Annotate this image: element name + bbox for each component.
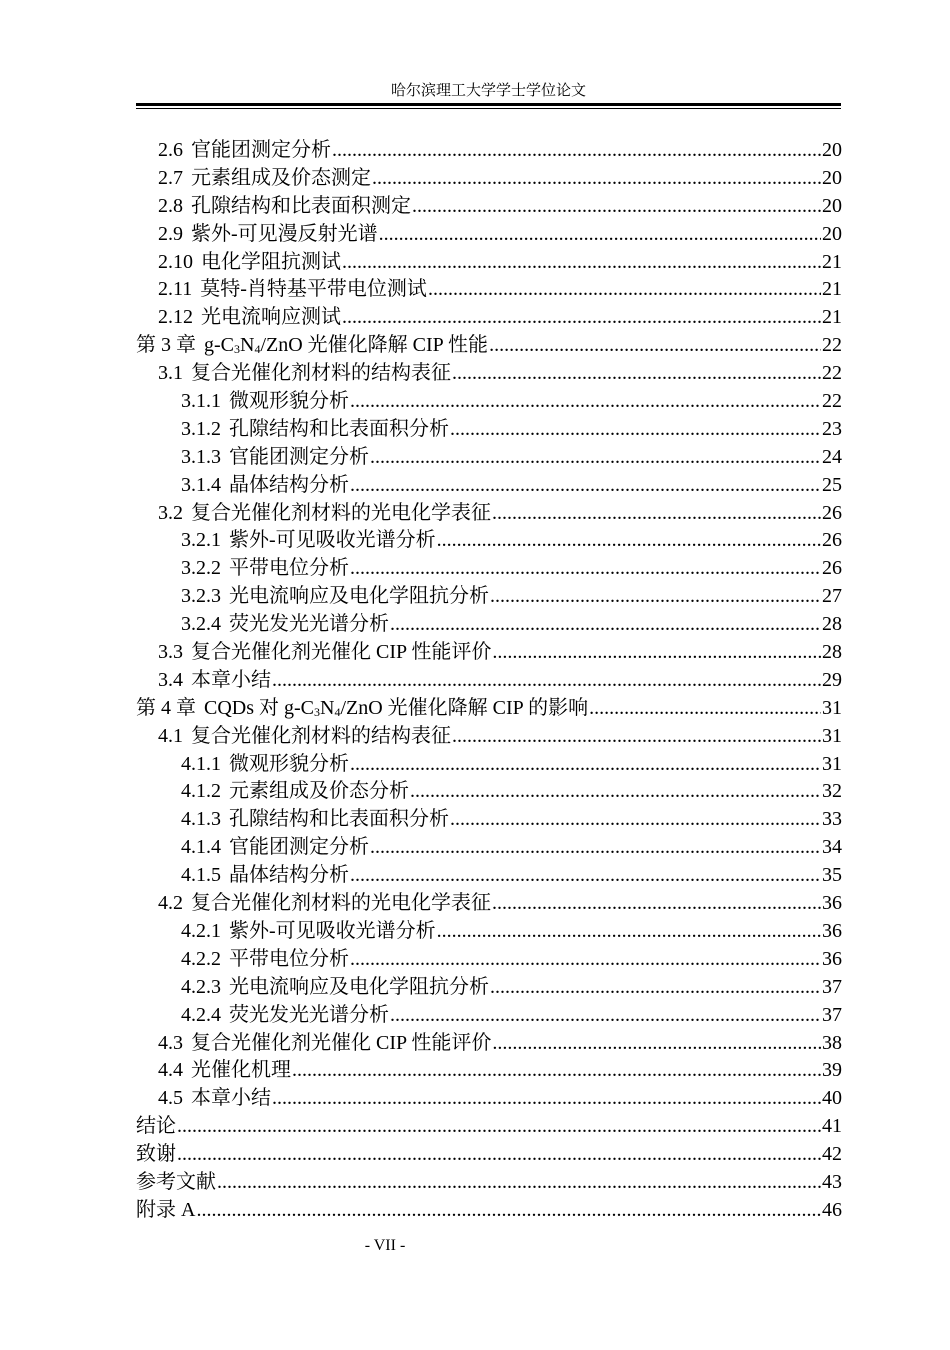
toc-entry-page: 36 — [822, 892, 842, 915]
toc-entry[interactable] — [136, 137, 842, 165]
toc-entry-title — [136, 1197, 195, 1225]
toc-leader-dots — [177, 1113, 821, 1141]
toc-entry-text: 官能团测定分析 — [229, 445, 369, 468]
toc-entry-number: 3.4 — [158, 668, 183, 691]
toc-entry-text: 电化学阻抗测试 — [201, 250, 341, 273]
toc-entry[interactable] — [136, 276, 842, 304]
toc-entry-title — [158, 1085, 271, 1113]
toc-entry-text: 本章小结 — [191, 668, 271, 691]
toc-entry-page: 31 — [822, 724, 842, 747]
toc-entry-text: 平带电位分析 — [229, 947, 349, 970]
toc-entry-title — [136, 1113, 176, 1141]
toc-entry-title — [181, 751, 349, 779]
toc-entry[interactable] — [136, 890, 842, 918]
toc-entry[interactable] — [136, 1113, 842, 1141]
toc-entry-text: 本章小结 — [191, 1087, 271, 1110]
toc-entry-number: 3.1.3 — [181, 445, 221, 468]
toc-leader-dots — [379, 221, 821, 249]
toc-entry-page: 37 — [822, 975, 842, 998]
toc-leader-dots — [437, 918, 821, 946]
toc-entry-page: 37 — [822, 1003, 842, 1026]
toc-entry-title — [158, 165, 371, 193]
toc-entry-page: 21 — [822, 278, 842, 301]
running-header: 哈尔滨理工大学学士学位论文 — [390, 83, 586, 99]
toc-leader-dots — [589, 695, 821, 723]
toc-leader-dots — [492, 890, 821, 918]
toc-leader-dots — [370, 834, 821, 862]
toc-leader-dots — [490, 583, 821, 611]
toc-entry-title — [158, 723, 451, 751]
toc-leader-dots — [177, 1141, 821, 1169]
toc-entry-title — [181, 527, 436, 555]
toc-entry-page: 41 — [822, 1115, 842, 1138]
toc-entry-number: 4.1.4 — [181, 836, 221, 859]
toc-entry-number: 3.2.2 — [181, 557, 221, 580]
toc-leader-dots — [350, 862, 821, 890]
toc-entry[interactable] — [136, 527, 842, 555]
toc-entry-number: 3.2.1 — [181, 529, 221, 552]
toc-leader-dots — [292, 1057, 821, 1085]
toc-leader-dots — [490, 974, 821, 1002]
toc-entry[interactable] — [136, 388, 842, 416]
toc-entry[interactable] — [136, 751, 842, 779]
toc-leader-dots — [428, 276, 821, 304]
toc-entry-title — [181, 583, 489, 611]
toc-entry[interactable] — [136, 1030, 842, 1058]
toc-entry-page: 26 — [822, 529, 842, 552]
toc-entry-page: 22 — [822, 362, 842, 385]
toc-entry-page: 21 — [822, 306, 842, 329]
toc-leader-dots — [332, 137, 821, 165]
toc-entry-number: 3.2.4 — [181, 613, 221, 636]
toc-leader-dots — [452, 360, 821, 388]
toc-leader-dots — [412, 193, 821, 221]
toc-leader-dots — [342, 249, 821, 277]
toc-leader-dots — [410, 778, 821, 806]
toc-entry-number: 4.1.5 — [181, 864, 221, 887]
toc-entry-number: 3.2 — [158, 501, 183, 524]
toc-entry-text: 官能团测定分析 — [191, 139, 331, 161]
toc-entry-text: 复合光催化剂光催化 CIP 性能评价 — [191, 641, 492, 664]
toc-entry-page: 29 — [822, 668, 842, 691]
toc-entry[interactable] — [136, 834, 842, 862]
toc-entry-text: 复合光催化剂光催化 CIP 性能评价 — [191, 1031, 492, 1054]
toc-entry-page: 38 — [822, 1031, 842, 1054]
toc-entry-title — [181, 834, 369, 862]
toc-entry-title — [181, 472, 349, 500]
header-rule-thin — [136, 108, 841, 109]
toc-leader-dots — [372, 165, 821, 193]
toc-entry-title — [158, 360, 451, 388]
toc-entry-text: 复合光催化剂材料的结构表征 — [191, 362, 451, 385]
toc-entry-text: 附录 A — [136, 1198, 196, 1221]
toc-entry-title — [181, 946, 349, 974]
toc-entry-number: 3.1.4 — [181, 473, 221, 496]
toc-entry-title — [181, 611, 389, 639]
toc-entry-text-post: /ZnO 光催化降解 CIP 的影响 — [340, 696, 589, 719]
toc-entry-page: 35 — [822, 864, 842, 887]
toc-entry-title — [158, 667, 271, 695]
toc-entry-number: 3.1.1 — [181, 390, 221, 413]
toc-entry-number: 2.8 — [158, 194, 183, 217]
toc-leader-dots — [450, 416, 821, 444]
toc-entry-text: 平带电位分析 — [229, 557, 349, 580]
toc-leader-dots — [350, 751, 821, 779]
toc-leader-dots — [492, 639, 821, 667]
toc-entry-page: 36 — [822, 947, 842, 970]
toc-entry-text: 光电流响应测试 — [201, 306, 341, 329]
toc-entry-title — [158, 276, 427, 304]
toc-entry-title — [136, 1141, 176, 1169]
toc-entry-page: 34 — [822, 836, 842, 859]
toc-entry-text: 元素组成及价态分析 — [229, 780, 409, 803]
toc-entry-number: 4.1.1 — [181, 752, 221, 775]
toc-entry[interactable] — [136, 500, 842, 528]
toc-entry[interactable] — [136, 304, 842, 332]
toc-entry[interactable] — [136, 1085, 842, 1113]
toc-entry-title — [136, 695, 588, 723]
toc-entry-title — [136, 332, 488, 360]
toc-entry-text: 紫外-可见吸收光谱分析 — [229, 919, 436, 942]
toc-entry-number: 4.1 — [158, 724, 183, 747]
toc-entry-number: 4.1.3 — [181, 808, 221, 831]
toc-entry-text: 紫外-可见漫反射光谱 — [191, 222, 378, 245]
toc-entry-page: 28 — [822, 613, 842, 636]
toc-entry-text: 孔隙结构和比表面积分析 — [229, 417, 449, 440]
toc-entry-page: 43 — [822, 1170, 842, 1193]
toc-entry-title — [158, 193, 411, 221]
toc-entry-text: 荧光发光光谱分析 — [229, 1003, 389, 1026]
toc-entry-page: 27 — [822, 585, 842, 608]
toc-entry-title — [181, 862, 349, 890]
toc-leader-dots — [272, 667, 821, 695]
toc-entry[interactable] — [136, 360, 842, 388]
toc-entry-text: 官能团测定分析 — [229, 836, 369, 859]
toc-entry-page: 24 — [822, 445, 842, 468]
page-number: - VII - — [364, 1237, 406, 1254]
toc-leader-dots — [489, 332, 821, 360]
toc-entry-page: 22 — [822, 334, 842, 357]
toc-entry[interactable] — [136, 1057, 842, 1085]
toc-entry-number: 4.2 — [158, 892, 183, 915]
toc-entry-number: 2.6 — [158, 139, 183, 161]
toc-entry-page: 22 — [822, 390, 842, 413]
toc-entry-title — [181, 974, 489, 1002]
toc-leader-dots — [350, 946, 821, 974]
toc-leader-dots — [492, 500, 821, 528]
toc-entry[interactable] — [136, 332, 842, 360]
toc-entry[interactable] — [136, 221, 842, 249]
toc-entry-number: 2.11 — [158, 278, 193, 301]
toc-entry-text: 微观形貌分析 — [229, 390, 349, 413]
toc-entry-text-pre: CQDs 对 g-C — [204, 696, 315, 719]
toc-entry-page: 36 — [822, 919, 842, 942]
toc-entry-text: 复合光催化剂材料的光电化学表征 — [191, 892, 491, 915]
toc-entry-title — [181, 416, 449, 444]
toc-entry[interactable] — [136, 555, 842, 583]
toc-entry-title — [181, 778, 409, 806]
toc-entry-number: 2.12 — [158, 306, 193, 329]
toc-entry[interactable] — [136, 444, 842, 472]
toc-entry-page: 33 — [822, 808, 842, 831]
toc-entry-title — [181, 388, 349, 416]
toc-entry-number: 3.2.3 — [181, 585, 221, 608]
toc-entry-text: 莫特-肖特基平带电位测试 — [200, 278, 427, 301]
toc-entry-page: 20 — [822, 194, 842, 217]
toc-entry[interactable] — [136, 667, 842, 695]
toc-leader-dots — [272, 1085, 821, 1113]
toc-entry-text-s1: 3 — [234, 342, 240, 357]
toc-entry-title — [158, 249, 341, 277]
toc-entry-text: 光电流响应及电化学阻抗分析 — [229, 585, 489, 608]
toc-entry[interactable] — [136, 806, 842, 834]
toc-entry-page: 31 — [822, 752, 842, 775]
toc-entry-page: 31 — [822, 696, 842, 719]
toc-entry-text-pre: g-C — [204, 334, 234, 357]
toc-entry[interactable] — [136, 1197, 842, 1225]
toc-leader-dots — [452, 723, 821, 751]
toc-entry-text-mid: N — [320, 696, 335, 719]
toc-entry-number: 4.2.4 — [181, 1003, 221, 1026]
toc-entry-number: 2.7 — [158, 166, 183, 189]
toc-entry-page: 42 — [822, 1143, 842, 1166]
toc-entry-title — [181, 1002, 389, 1030]
toc-entry-page: 40 — [822, 1087, 842, 1110]
toc-entry[interactable] — [136, 695, 842, 723]
toc-entry-title — [181, 918, 436, 946]
toc-entry-text: 结论 — [136, 1115, 176, 1138]
toc-leader-dots — [350, 388, 821, 416]
toc-entry-text: 荧光发光光谱分析 — [229, 613, 389, 636]
toc-entry-number: 4.3 — [158, 1031, 183, 1054]
toc-entry-title — [158, 137, 331, 165]
toc-entry-title — [158, 500, 491, 528]
toc-entry-page: 21 — [822, 250, 842, 273]
toc-entry-text: 元素组成及价态测定 — [191, 166, 371, 189]
toc-entry-text: 参考文献 — [136, 1170, 216, 1193]
toc-leader-dots — [350, 472, 821, 500]
toc-entry-number: 4.1.2 — [181, 780, 221, 803]
toc-entry[interactable] — [136, 723, 842, 751]
toc-leader-dots — [437, 527, 821, 555]
toc-entry[interactable] — [136, 1169, 842, 1197]
toc-leader-dots — [217, 1169, 821, 1197]
toc-entry-text: 光催化机理 — [191, 1059, 291, 1082]
toc-entry-page: 20 — [822, 139, 842, 161]
toc-entry-text: 晶体结构分析 — [229, 473, 349, 496]
toc-entry[interactable] — [136, 639, 842, 667]
toc-entry[interactable] — [136, 583, 842, 611]
toc-entry-text-s1: 3 — [314, 704, 321, 719]
toc-entry-title — [158, 639, 491, 667]
toc-entry-text: 致谢 — [136, 1143, 176, 1166]
toc-entry-number: 3.1 — [158, 362, 183, 385]
toc-entry-number: 2.9 — [158, 222, 183, 245]
toc-entry[interactable] — [136, 611, 842, 639]
toc-entry-title — [181, 806, 449, 834]
toc-entry-title — [158, 890, 491, 918]
toc-entry-text-mid: N — [240, 334, 255, 357]
toc-entry-number: 2.10 — [158, 250, 193, 273]
toc-entry-text: 复合光催化剂材料的结构表征 — [191, 724, 451, 747]
toc-entry-title — [158, 304, 341, 332]
toc-entry-text: 复合光催化剂材料的光电化学表征 — [191, 501, 491, 524]
toc-entry[interactable] — [136, 946, 842, 974]
toc-leader-dots — [342, 304, 821, 332]
toc-entry[interactable] — [136, 416, 842, 444]
toc-entry-title — [158, 221, 378, 249]
toc-entry-text: 孔隙结构和比表面积测定 — [191, 194, 411, 217]
toc-entry-title — [136, 1169, 216, 1197]
toc-entry-text-post: /ZnO 光催化降解 CIP 性能 — [260, 334, 489, 357]
toc-entry-number: 第 3 章 — [136, 334, 196, 357]
toc-leader-dots — [390, 1002, 821, 1030]
toc-entry-text: 紫外-可见吸收光谱分析 — [229, 529, 436, 552]
toc-entry[interactable] — [136, 249, 842, 277]
toc-entry-number: 4.2.3 — [181, 975, 221, 998]
toc-entry[interactable] — [136, 974, 842, 1002]
toc-leader-dots — [450, 806, 821, 834]
toc-entry[interactable] — [136, 862, 842, 890]
toc-entry-number: 4.4 — [158, 1059, 183, 1082]
toc-entry-page: 46 — [822, 1198, 842, 1221]
toc-entry[interactable] — [136, 1002, 842, 1030]
header-rule-thick — [136, 103, 841, 106]
toc-entry-number: 第 4 章 — [136, 696, 196, 719]
toc-leader-dots — [390, 611, 821, 639]
toc-entry-number: 4.5 — [158, 1087, 183, 1110]
toc-entry[interactable] — [136, 472, 842, 500]
toc-entry-page: 20 — [822, 166, 842, 189]
toc-entry[interactable] — [136, 193, 842, 221]
toc-entry-text: 孔隙结构和比表面积分析 — [229, 808, 449, 831]
toc-entry-text: 光电流响应及电化学阻抗分析 — [229, 975, 489, 998]
toc-entry-page: 23 — [822, 417, 842, 440]
toc-entry-page: 26 — [822, 501, 842, 524]
toc-entry-text-s2: 4 — [334, 704, 341, 719]
toc-entry-text-s2: 4 — [254, 342, 261, 357]
toc-leader-dots — [196, 1197, 821, 1225]
toc-entry[interactable] — [136, 1141, 842, 1169]
toc-entry-number: 4.2.2 — [181, 947, 221, 970]
toc-leader-dots — [350, 555, 821, 583]
toc-entry[interactable] — [136, 918, 842, 946]
toc-entry-page: 26 — [822, 557, 842, 580]
toc-entry[interactable] — [136, 778, 842, 806]
toc-entry[interactable] — [136, 165, 842, 193]
toc-entry-text: 微观形貌分析 — [229, 752, 349, 775]
toc-entry-page: 32 — [822, 780, 842, 803]
toc-entry-title — [181, 555, 349, 583]
toc-entry-title — [158, 1057, 291, 1085]
toc-entry-number: 4.2.1 — [181, 919, 221, 942]
toc-entry-page: 28 — [822, 641, 842, 664]
toc-leader-dots — [492, 1030, 821, 1058]
toc-entry-page: 20 — [822, 222, 842, 245]
toc-leader-dots — [370, 444, 821, 472]
toc-entry-page: 25 — [822, 473, 842, 496]
toc-entry-number: 3.3 — [158, 641, 183, 664]
toc-entry-text: 晶体结构分析 — [229, 864, 349, 887]
toc-entry-page: 39 — [822, 1059, 842, 1082]
toc-entry-title — [158, 1030, 491, 1058]
toc-entry-title — [181, 444, 369, 472]
toc-entry-number: 3.1.2 — [181, 417, 221, 440]
table-of-contents — [136, 137, 842, 1225]
